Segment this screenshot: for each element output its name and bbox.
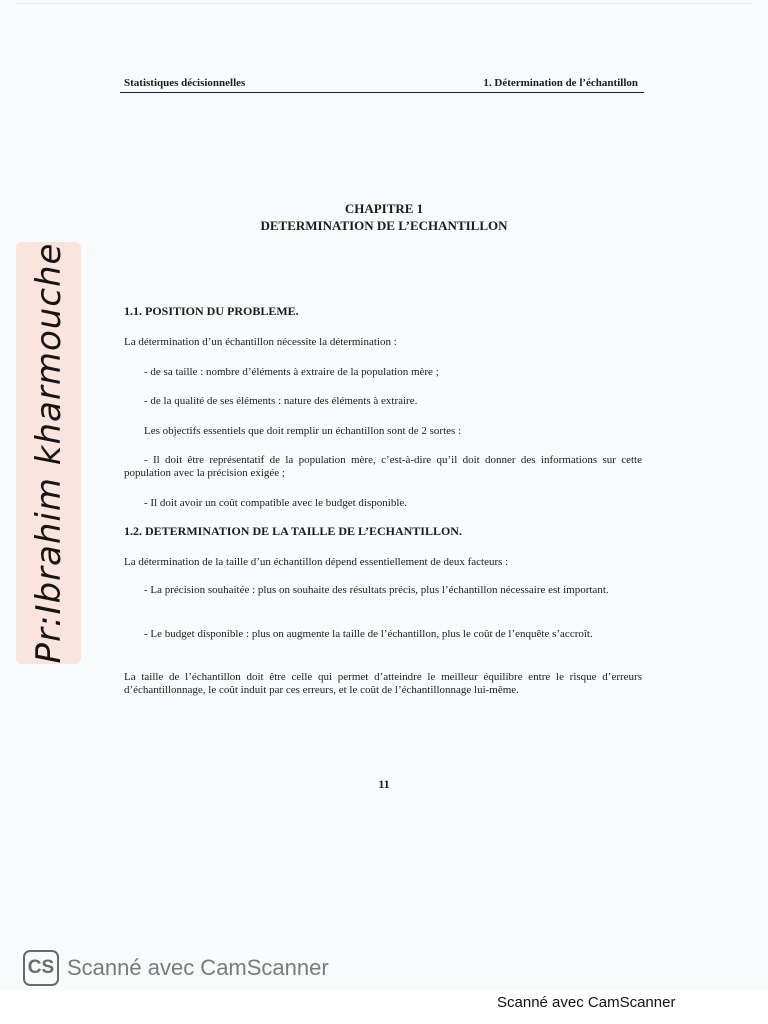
section-2-heading: 1.2. DETERMINATION DE LA TAILLE DE L’ECHANTILLON. — [124, 524, 462, 538]
section-2-conclusion: La taille de l’échantillon doit être celle qui permet d’atteindre le meilleur équilibre entre le risque d’erreurs d’échantillonnage, le coût induit par ces erreurs, et le coût de l’échantillonnage lui-même. — [124, 671, 642, 696]
section-1-objective-representative: - Il doit être représentatif de la population mère, c’est-à-dire qu’il doit donner des informations sur cette population avec la précision exigée ; — [124, 454, 642, 479]
section-1-item-size: - de sa taille : nombre d’éléments à extraire de la population mère ; — [144, 366, 439, 378]
section-1-heading: 1.1. POSITION DU PROBLEME. — [124, 304, 299, 318]
section-1-intro: La détermination d’un échantillon nécessite la détermination : — [124, 336, 397, 348]
section-2-factor-precision: - La précision souhaitée : plus on souhaite des résultats précis, plus l’échantillon nécessaire est important. — [144, 584, 609, 596]
section-1-objectives: Les objectifs essentiels que doit remplir un échantillon sont de 2 sortes : — [144, 425, 462, 437]
page-top-edge — [15, 3, 753, 4]
section-1-objective-cost: - Il doit avoir un coût compatible avec le budget disponible. — [144, 497, 408, 509]
running-header — [120, 76, 644, 93]
camscanner-footer: Scanné avec CamScanner — [497, 994, 676, 1011]
header-chapter-title: 1. Détermination de l’échantillon — [483, 77, 638, 89]
author-watermark — [16, 242, 81, 664]
page-number: 11 — [378, 777, 390, 791]
chapter-title: DETERMINATION DE L’ECHANTILLON — [260, 218, 508, 233]
camscanner-watermark: Scanné avec CamScanner — [67, 955, 329, 980]
author-watermark-text: Pr:Ibrahim kharmouche — [28, 242, 69, 664]
header-course-title: Statistiques décisionnelles — [124, 77, 246, 89]
chapter-number: CHAPITRE 1 — [344, 201, 424, 216]
section-2-factor-budget: - Le budget disponible : plus on augmente la taille de l’échantillon, plus le coût de l’enquête s’accroît. — [144, 628, 593, 640]
section-2-intro: La détermination de la taille d’un échantillon dépend essentiellement de deux facteurs : — [124, 556, 509, 568]
camscanner-logo-icon: CS — [23, 950, 59, 986]
section-1-item-quality: - de la qualité de ses éléments : nature des éléments à extraire. — [144, 395, 418, 407]
